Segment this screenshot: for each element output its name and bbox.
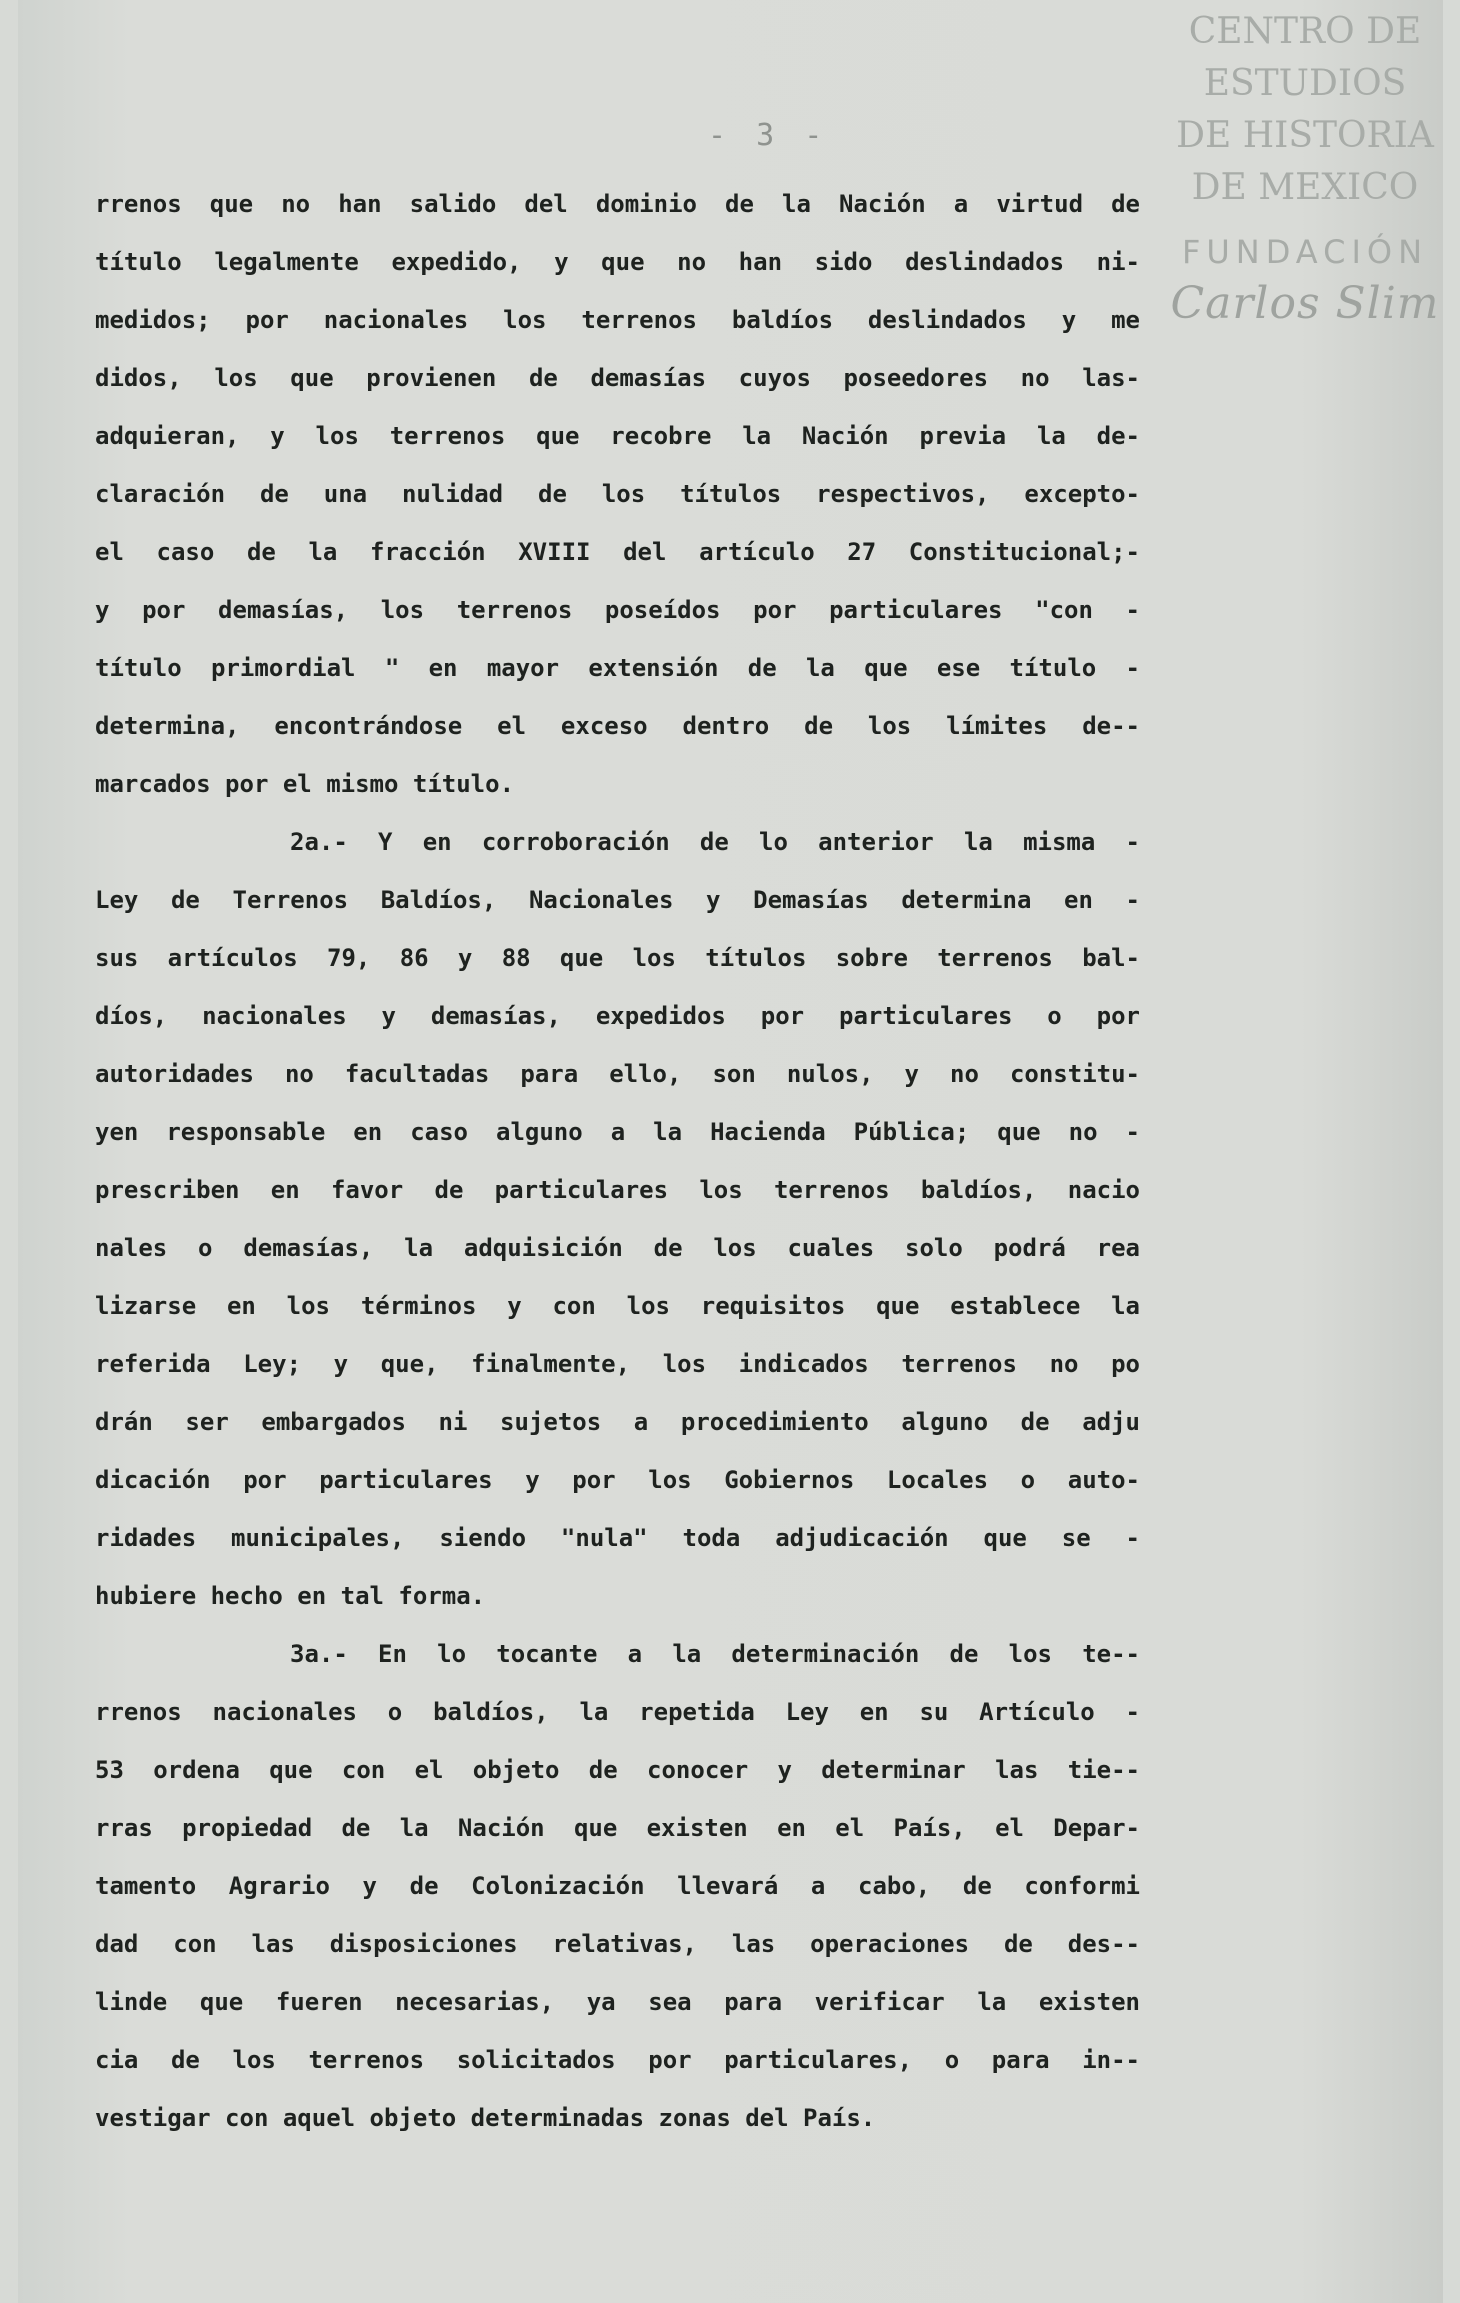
text-line: prescriben en favor de particulares los terrenos baldíos, nacio [95, 1176, 1140, 1204]
text-line: dad con las disposiciones relativas, las operaciones de des-- [95, 1930, 1140, 1958]
text-line: ridades municipales, siendo "nula" toda adjudicación que se - [95, 1524, 1140, 1552]
text-line: Ley de Terrenos Baldíos, Nacionales y Demasías determina en - [95, 886, 1140, 914]
text-line: claración de una nulidad de los títulos respectivos, excepto- [95, 480, 1140, 508]
text-line: tamento Agrario y de Colonización llevará a cabo, de conformi [95, 1872, 1140, 1900]
text-line: linde que fueren necesarias, ya sea para verificar la existen [95, 1988, 1140, 2016]
watermark-line: CENTRO DE [1188, 11, 1422, 52]
text-line: sus artículos 79, 86 y 88 que los títulos sobre terrenos bal- [95, 944, 1140, 972]
text-line: drán ser embargados ni sujetos a procedimiento alguno de adju [95, 1408, 1140, 1436]
text-line: referida Ley; y que, finalmente, los indicados terrenos no po [95, 1350, 1140, 1378]
watermark-line: DE HISTORIA [1176, 115, 1434, 156]
text-line: díos, nacionales y demasías, expedidos por particulares o por [95, 1002, 1140, 1030]
watermark-line: ESTUDIOS [1203, 63, 1407, 104]
text-line: determina, encontrándose el exceso dentro de los límites de-- [95, 712, 1140, 740]
text-line: rrenos que no han salido del dominio de la Nación a virtud de [95, 190, 1140, 218]
text-line: lizarse en los términos y con los requisitos que establece la [95, 1292, 1140, 1320]
typed-text-body [95, 175, 1140, 2147]
archive-watermark [1160, 6, 1450, 330]
page-number: - 3 - [708, 118, 829, 153]
text-line: vestigar con aquel objeto determinadas zonas del País. [95, 2104, 876, 2132]
text-line: dicación por particulares y por los Gobiernos Locales o auto- [95, 1466, 1140, 1494]
text-line: marcados por el mismo título. [95, 770, 515, 798]
text-line: el caso de la fracción XVIII del artículo 27 Constitucional;- [95, 538, 1140, 566]
text-line: rrenos nacionales o baldíos, la repetida Ley en su Artículo - [95, 1698, 1140, 1726]
watermark-line: DE MEXICO [1191, 167, 1419, 208]
text-line: hubiere hecho en tal forma. [95, 1582, 486, 1610]
paragraph-start: 2a.- Y en corroboración de lo anterior la misma - [290, 828, 1140, 856]
watermark-foundation: FUNDACIÓN [1181, 233, 1429, 271]
text-line: nales o demasías, la adquisición de los cuales solo podrá rea [95, 1234, 1140, 1262]
paragraph-start: 3a.- En lo tocante a la determinación de los te-- [290, 1640, 1140, 1668]
text-line: título primordial " en mayor extensión de la que ese título - [95, 654, 1140, 682]
text-line: autoridades no facultadas para ello, son nulos, y no constitu- [95, 1060, 1140, 1088]
text-line: yen responsable en caso alguno a la Hacienda Pública; que no - [95, 1118, 1140, 1146]
text-line: y por demasías, los terrenos poseídos por particulares "con - [95, 596, 1140, 624]
text-line: rras propiedad de la Nación que existen en el País, el Depar- [95, 1814, 1140, 1842]
text-line: adquieran, y los terrenos que recobre la Nación previa la de- [95, 422, 1140, 450]
text-line: cia de los terrenos solicitados por particulares, o para in-- [95, 2046, 1140, 2074]
watermark-signature: Carlos Slim [1170, 278, 1440, 329]
text-line: didos, los que provienen de demasías cuyos poseedores no las- [95, 364, 1140, 392]
text-line: título legalmente expedido, y que no han sido deslindados ni- [95, 248, 1140, 276]
text-line: 53 ordena que con el objeto de conocer y determinar las tie-- [95, 1756, 1140, 1784]
text-line: medidos; por nacionales los terrenos baldíos deslindados y me [95, 306, 1140, 334]
